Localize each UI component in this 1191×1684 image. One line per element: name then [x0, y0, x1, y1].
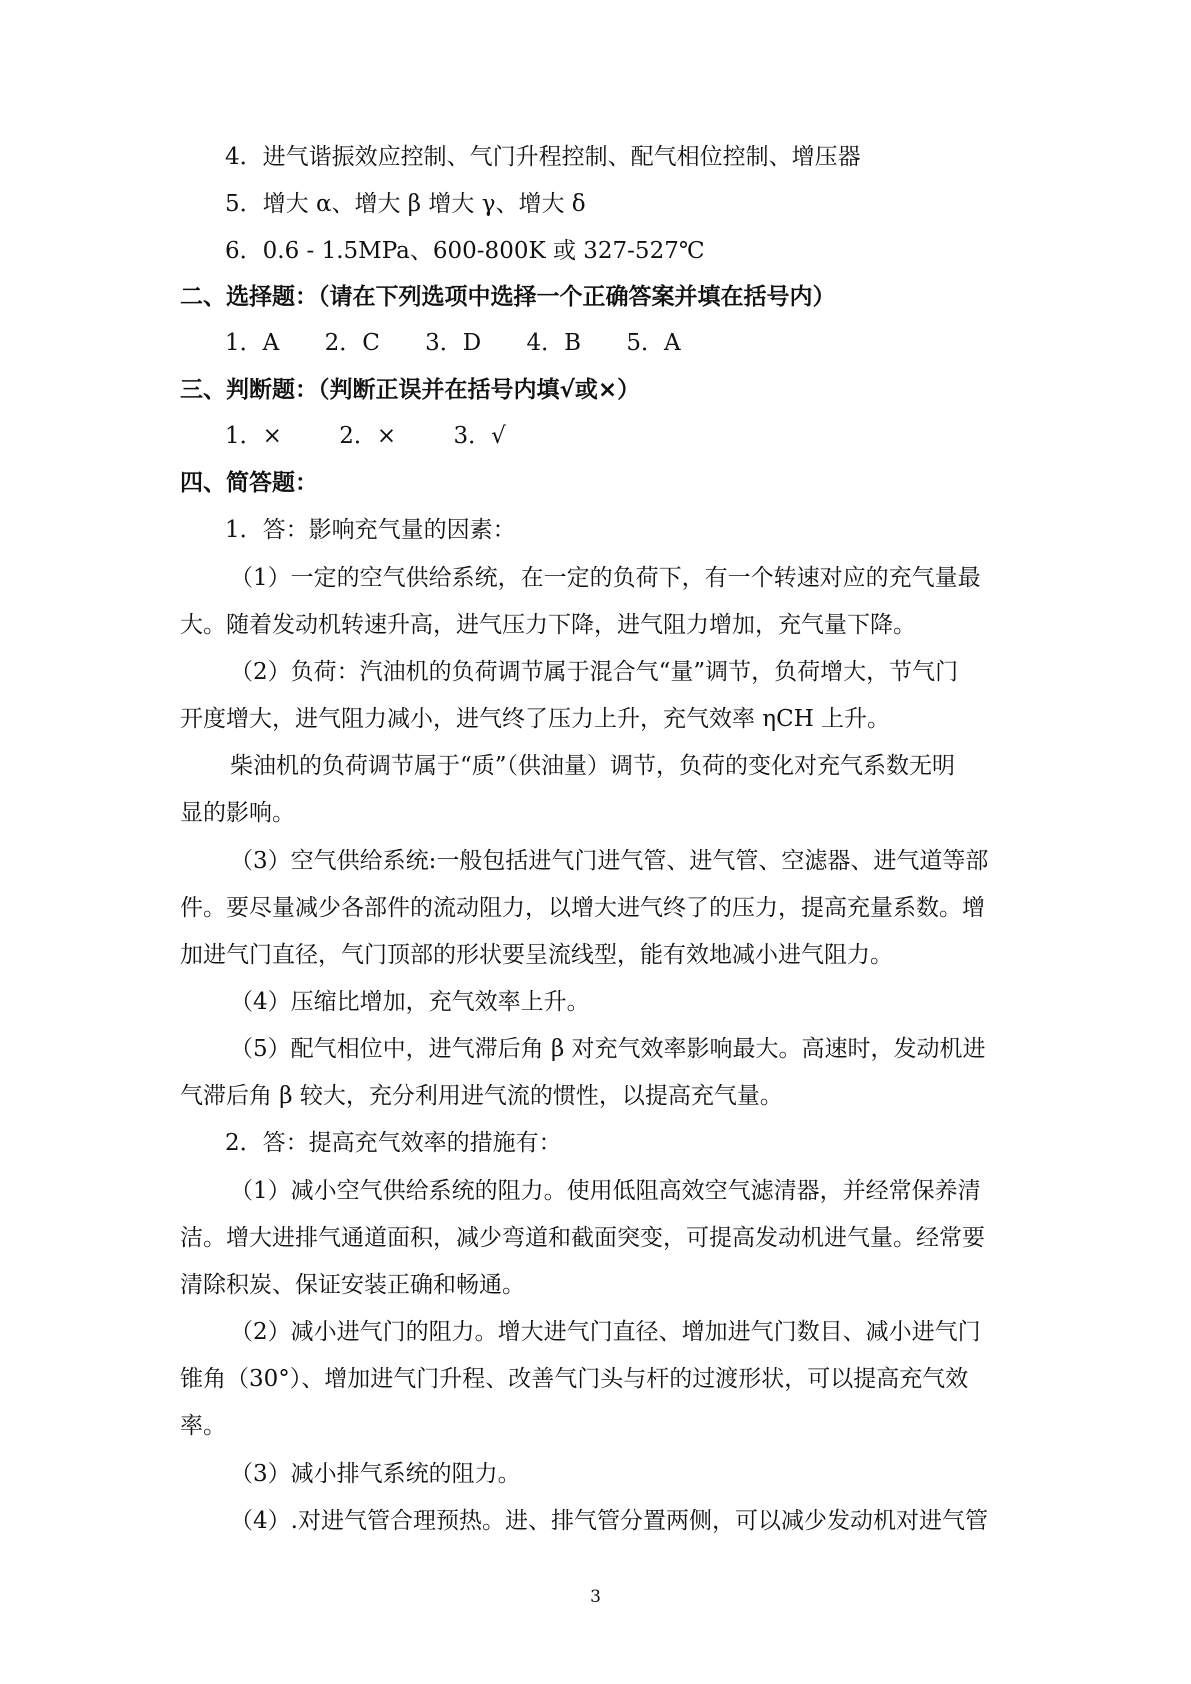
paragraph-line: 率。 [180, 1413, 226, 1439]
paragraph-line: 件。要尽量减少各部件的流动阻力，以增大进气终了的压力，提高充量系数。增 [180, 895, 985, 921]
paragraph-line: 柴油机的负荷调节属于“质”（供油量）调节，负荷的变化对充气系数无明 [230, 753, 956, 779]
answer-line-4: 4．进气谐振效应控制、气门升程控制、配气相位控制、增压器 [225, 144, 861, 170]
paragraph-line: （4）.对进气管合理预热。进、排气管分置两侧，可以减少发动机对进气管 [230, 1508, 988, 1534]
choice-answer: 2．C [324, 330, 380, 356]
paragraph-line: （2）负荷：汽油机的负荷调节属于混合气“量”调节，负荷增大，节气门 [230, 659, 959, 685]
judgment-answer: 2．× [339, 423, 397, 449]
paragraph-line: 加进气门直径，气门顶部的形状要呈流线型，能有效地减小进气阻力。 [180, 942, 893, 968]
judgment-answer: 1．× [225, 423, 282, 449]
paragraph-line: 显的影响。 [180, 800, 295, 826]
paragraph-line: （1）一定的空气供给系统，在一定的负荷下，有一个转速对应的充气量最 [230, 565, 981, 591]
paragraph-line: 开度增大，进气阻力减小，进气终了压力上升，充气效率 ηCH 上升。 [180, 706, 891, 732]
choice-answer: 4．B [526, 330, 582, 356]
section-heading-choice: 二、选择题：（请在下列选项中选择一个正确答案并填在括号内） [180, 284, 836, 310]
question-2-heading: 2．答：提高充气效率的措施有： [225, 1130, 562, 1156]
answer-line-6: 6．0.6 - 1.5MPa、600-800K 或 327-527℃ [225, 238, 705, 264]
paragraph-line: 洁。增大进排气通道面积，减少弯道和截面突变，可提高发动机进气量。经常要 [180, 1225, 985, 1251]
paragraph-line: （3）减小排气系统的阻力。 [230, 1461, 521, 1487]
paragraph-line: 大。随着发动机转速升高，进气压力下降，进气阻力增加，充气量下降。 [180, 612, 916, 638]
paragraph-line: （3）空气供给系统:一般包括进气门进气管、进气管、空滤器、进气道等部 [230, 848, 989, 874]
answer-line-5: 5．增大 α、增大 β 增大 γ、增大 δ [225, 191, 586, 217]
question-1-heading: 1．答：影响充气量的因素： [225, 517, 516, 543]
judgment-answer: 3．√ [453, 423, 506, 449]
choice-answer: 1．A [225, 330, 280, 356]
paragraph-line: 清除积炭、保证安装正确和畅通。 [180, 1272, 525, 1298]
judgment-answers [225, 421, 506, 451]
paragraph-line: （5）配气相位中，进气滞后角 β 对充气效率影响最大。高速时，发动机进 [230, 1036, 986, 1062]
choice-answers [225, 328, 681, 358]
paragraph-line: 气滞后角 β 较大，充分利用进气流的惯性，以提高充气量。 [180, 1083, 783, 1109]
choice-answer: 5．A [626, 330, 681, 356]
paragraph-line: （2）减小进气门的阻力。增大进气门直径、增加进气门数目、减小进气门 [230, 1319, 981, 1345]
paragraph-line: （4）压缩比增加，充气效率上升。 [230, 989, 590, 1015]
choice-answer: 3．D [425, 330, 482, 356]
paragraph-line: 锥角（30°）、增加进气门升程、改善气门头与杆的过渡形状，可以提高充气效 [180, 1366, 969, 1392]
section-heading-judgment: 三、判断题：（判断正误并在括号内填√或×） [180, 377, 641, 403]
page-number: 3 [590, 1587, 601, 1607]
section-heading-short-answer: 四、简答题： [180, 470, 318, 496]
paragraph-line: （1）减小空气供给系统的阻力。使用低阻高效空气滤清器，并经常保养清 [230, 1178, 981, 1204]
